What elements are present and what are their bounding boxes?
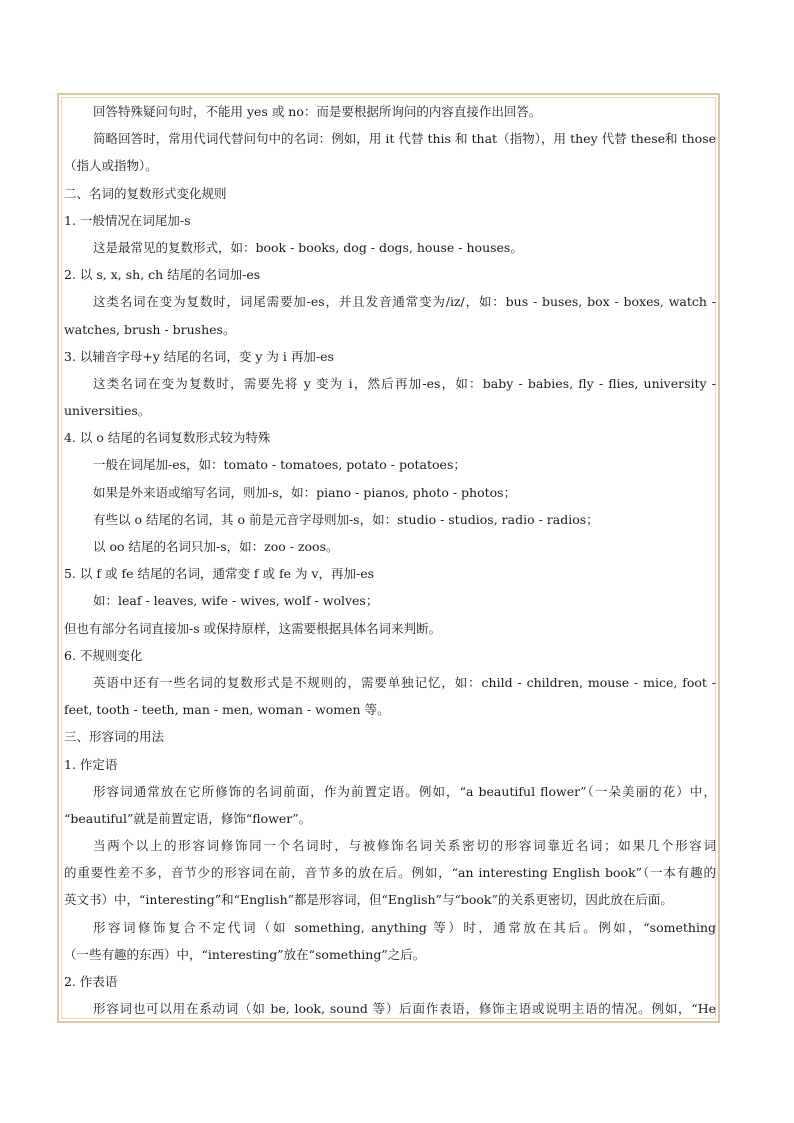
text-line: 5. 以 f 或 fe 结尾的名词，通常变 f 或 fe 为 v，再加-es [64, 566, 375, 582]
text-line: 4. 以 o 结尾的名词复数形式较为特殊 [64, 430, 271, 446]
text-line: 形容词也可以用在系动词（如 be, look, sound 等）后面作表语，修饰主语或说明主语的情况。例如，“He [93, 1001, 716, 1017]
text-line: （一些有趣的东西）中，“interesting”放在“something”之后。 [64, 946, 426, 962]
text-line: 1. 作定语 [64, 756, 118, 772]
text-line: feet, tooth - teeth, man - men, woman - women 等。 [64, 702, 390, 718]
text-line: 1. 一般情况在词尾加-s [64, 212, 191, 228]
text-line: 三、形容词的用法 [64, 729, 165, 745]
text-line: 2. 作表语 [64, 974, 118, 989]
text-line: 英语中还有一些名词的复数形式是不规则的，需要单独记忆，如：child - children, mouse - mice, foot - [93, 674, 716, 690]
text-line: 当两个以上的形容词修饰同一个名词时，与被修饰名词关系密切的形容词靠近名词；如果几个形容词 [93, 838, 716, 854]
text-line: （指人或指物）。 [64, 158, 158, 174]
text-line: 如：leaf - leaves, wife - wives, wolf - wolves； [93, 593, 379, 609]
document-body [64, 98, 716, 1022]
text-line: 2. 以 s, x, sh, ch 结尾的名词加-es [64, 267, 261, 283]
text-line: 英文书）中，“interesting”和“English”都是形容词，但“English”与“book”的关系更密切，因此放在后面。 [64, 892, 673, 908]
text-line: 6. 不规则变化 [64, 647, 143, 663]
text-line: 这类名词在变为复数时，需要先将 y 变为 i，然后再加-es，如：baby - babies, fly - flies, university - [93, 375, 716, 391]
text-line: 这是最常见的复数形式，如：book - books, dog - dogs, house - houses。 [93, 239, 523, 255]
text-line: 二、名词的复数形式变化规则 [64, 185, 227, 201]
text-line: universities。 [64, 403, 151, 419]
text-line: “beautiful”就是前置定语，修饰“flower”。 [64, 810, 312, 826]
text-line: 形容词通常放在它所修饰的名词前面，作为前置定语。例如，“a beautiful flower”（一朵美丽的花）中， [93, 783, 716, 799]
text-line: 简略回答时，常用代词代替问句中的名词：例如，用 it 代替 this 和 that（指物），用 they 代替 these和 those [93, 131, 716, 147]
text-line: 形容词修饰复合不定代词（如 something, anything 等）时，通常放在其后。例如，“something [93, 919, 716, 935]
text-line: 但也有部分名词直接加-s 或保持原样，这需要根据具体名词来判断。 [64, 620, 442, 636]
text-line: watches, brush - brushes。 [64, 321, 236, 337]
text-line: 以 oo 结尾的名词只加-s，如：zoo - zoos。 [93, 539, 339, 554]
text-line: 3. 以辅音字母+y 结尾的名词，变 y 为 i 再加-es [64, 348, 334, 364]
text-line: 有些以 o 结尾的名词，其 o 前是元音字母则加-s，如：studio - studios, radio - radios； [93, 511, 599, 527]
text-line: 这类名词在变为复数时，词尾需要加-es，并且发音通常变为/iz/，如：bus - buses, box - boxes, watch - [93, 294, 716, 310]
text-line: 的重要性差不多，音节少的形容词在前，音节多的放在后。例如，“an interesting English book”（一本有趣的 [64, 865, 716, 881]
text-line: 如果是外来语或缩写名词，则加-s，如：piano - pianos, photo - photos； [93, 484, 517, 500]
text-line: 回答特殊疑问句时，不能用 yes 或 no：而是要根据所询问的内容直接作出回答。 [93, 104, 542, 119]
text-line: 一般在词尾加-es，如：tomato - tomatoes, potato - potatoes； [93, 457, 466, 473]
